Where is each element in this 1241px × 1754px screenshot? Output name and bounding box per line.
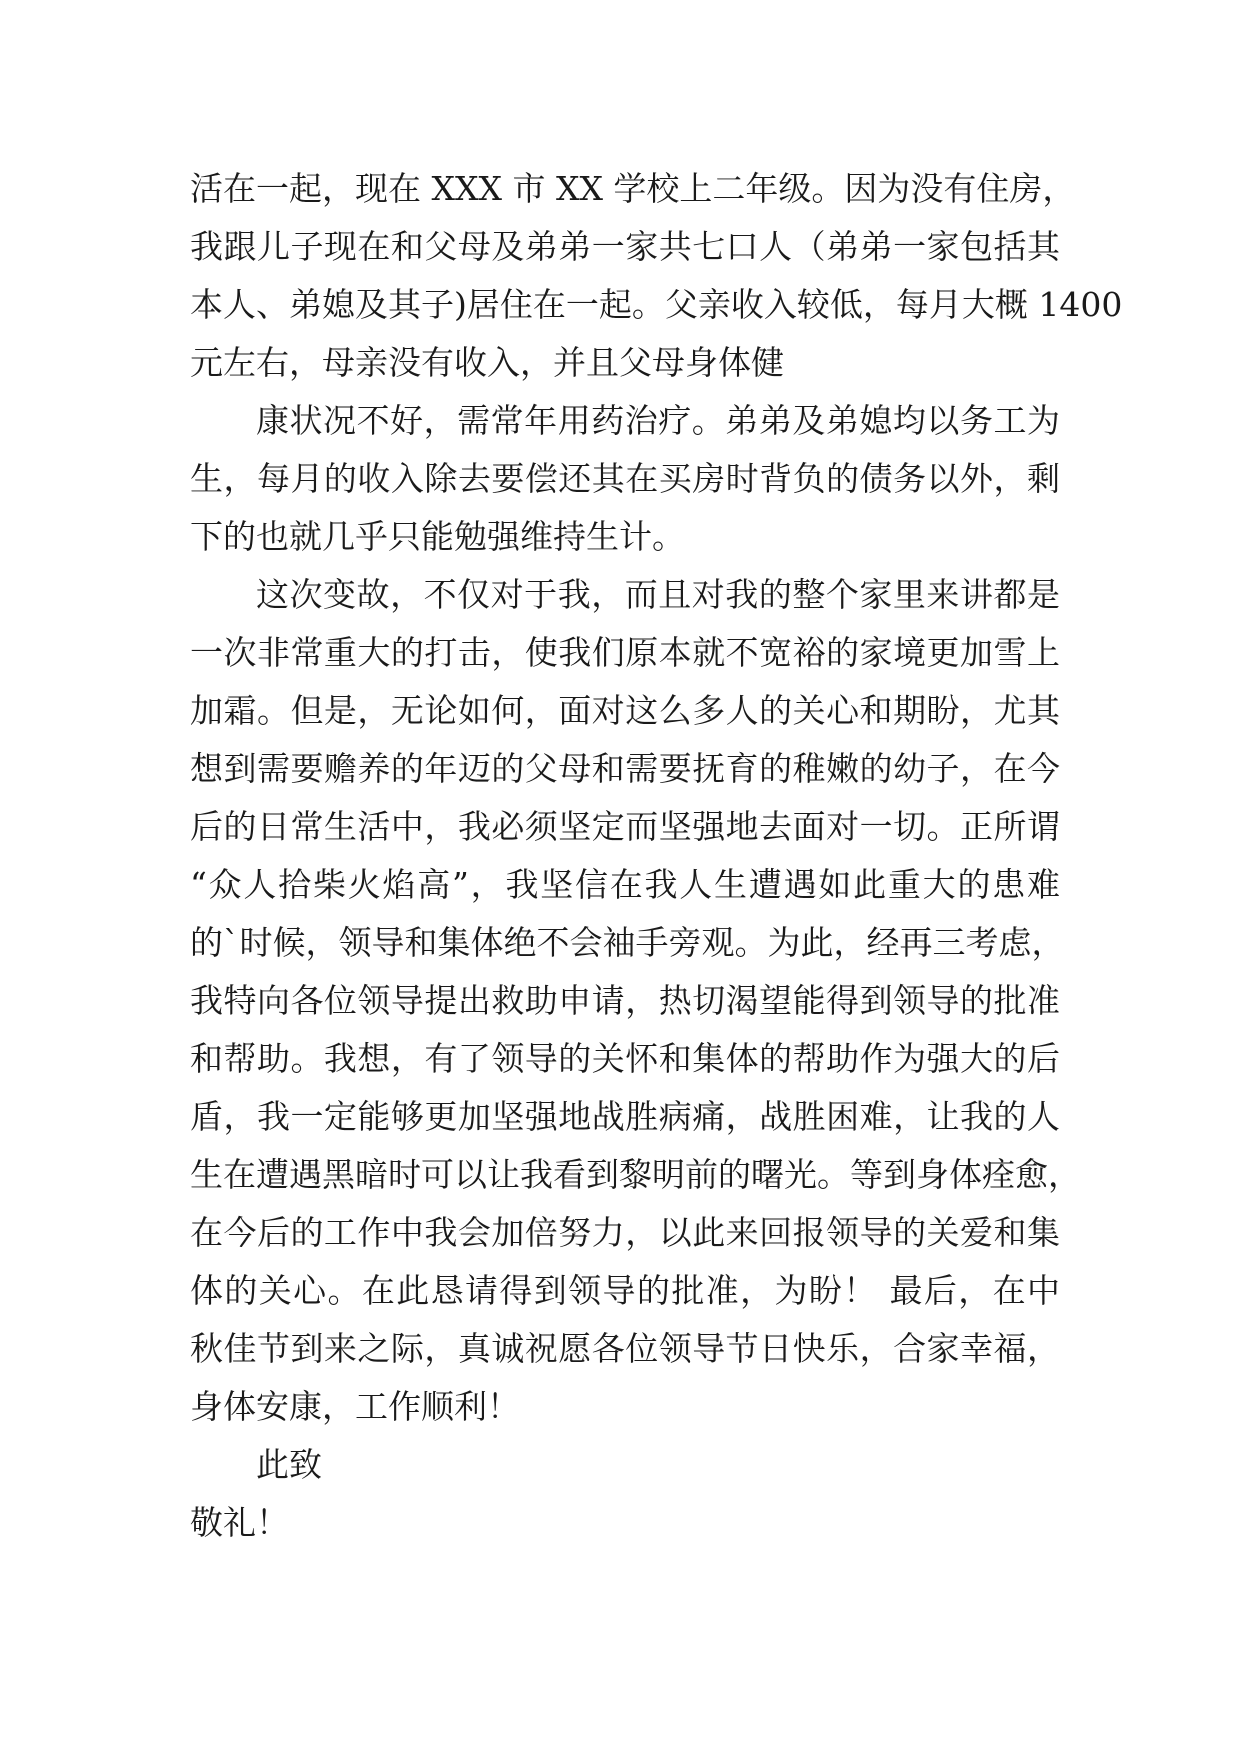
text-line: 一次非常重大的打击，使我们原本就不宽裕的家境更加雪上 — [190, 633, 1060, 672]
text-line: 本人、弟媳及其子)居住在一起。父亲收入较低，每月大概 1400 — [190, 285, 1123, 324]
text-line: 后的日常生活中，我必须坚定而坚强地去面对一切。正所谓 — [190, 807, 1060, 846]
text-line: 这次变故，不仅对于我，而且对我的整个家里来讲都是 — [256, 575, 1060, 614]
text-line: 的`时候，领导和集体绝不会袖手旁观。为此，经再三考虑， — [190, 923, 1065, 962]
text-line: 体的关心。在此恳请得到领导的批准，为盼！ 最后，在中 — [190, 1271, 1060, 1310]
closing-salutation: 此致 — [256, 1445, 322, 1484]
letter-body — [190, 160, 1123, 1552]
text-line: 在今后的工作中我会加倍努力，以此来回报领导的关爱和集 — [190, 1213, 1060, 1252]
text-line: 盾，我一定能够更加坚强地战胜病痛，战胜困难，让我的人 — [190, 1097, 1060, 1136]
text-line: 我跟儿子现在和父母及弟弟一家共七口人（弟弟一家包括其 — [190, 227, 1060, 266]
closing-regards: 敬礼！ — [190, 1503, 289, 1542]
text-line: “众人拾柴火焰高”，我坚信在我人生遭遇如此重大的患难 — [190, 865, 1060, 904]
text-line: 活在一起，现在 XXX 市 XX 学校上二年级。因为没有住房， — [190, 169, 1076, 208]
text-line: 元左右，母亲没有收入，并且父母身体健 — [190, 343, 784, 382]
text-line: 康状况不好，需常年用药治疗。弟弟及弟媳均以务工为 — [256, 401, 1060, 440]
text-line: 下的也就几乎只能勉强维持生计。 — [190, 517, 685, 556]
text-line: 加霜。但是，无论如何，面对这么多人的关心和期盼，尤其 — [190, 691, 1060, 730]
text-line: 身体安康，工作顺利！ — [190, 1387, 520, 1426]
text-line: 生在遭遇黑暗时可以让我看到黎明前的曙光。等到身体痊愈， — [190, 1155, 1081, 1194]
text-line: 我特向各位领导提出救助申请，热切渴望能得到领导的批准 — [190, 981, 1060, 1020]
text-line: 想到需要赡养的年迈的父母和需要抚育的稚嫩的幼子，在今 — [190, 749, 1060, 788]
text-line: 生，每月的收入除去要偿还其在买房时背负的债务以外，剩 — [190, 459, 1060, 498]
text-line: 秋佳节到来之际，真诚祝愿各位领导节日快乐，合家幸福， — [190, 1329, 1060, 1368]
text-line: 和帮助。我想，有了领导的关怀和集体的帮助作为强大的后 — [190, 1039, 1060, 1078]
